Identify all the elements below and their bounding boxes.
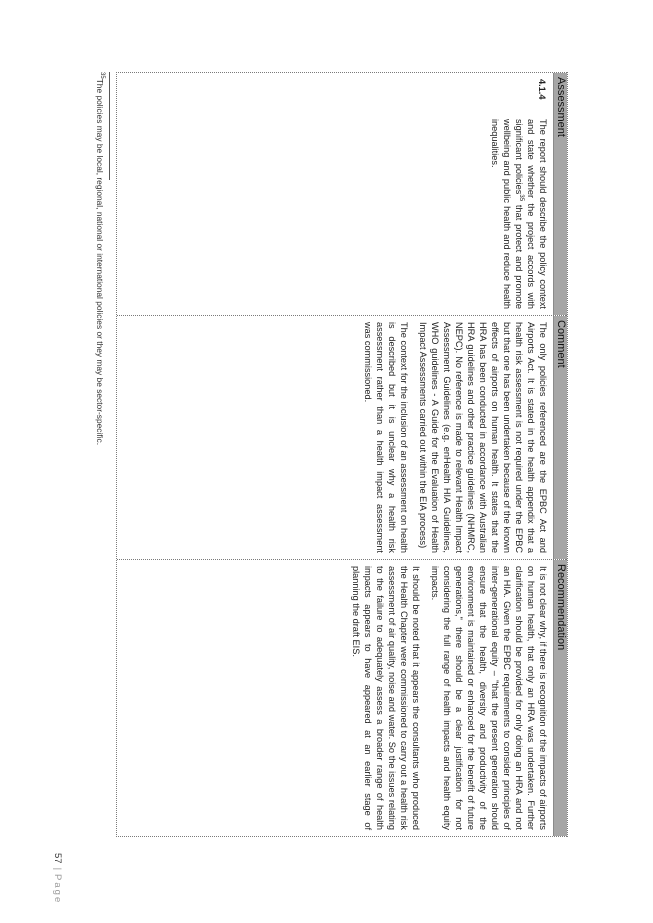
assessment-table: [116, 72, 568, 837]
comment-paragraph-1: The only policies referenced are the EPBC Act and Airports Act. It is stated in the health appendix that a health risk assessment is not required under the EPBC but that one has been undertaken because of the known effects of airports on human health. It states that the HRA has been conducted in accordance with Australian HRA guidelines and other practice guidelines (NHMRC, NEPC). No reference is made to relevant Health Impact Assessment Guidelines (e.g. enHealth HIA Guidelines, WHO guidelines - A Guide for the Evaluation of Health Impact Assessments carried out within the EIA process): [418, 322, 548, 553]
comment-paragraph-2: The context for the inclusion of an assessment on health is described but it is unclear why a health risk assessment rather than a health impact assessment was commissioned.: [363, 322, 409, 553]
comment-column: [117, 316, 567, 560]
footnote-rule: [109, 72, 110, 180]
footnote: $^{35}$The policies may be local, regional, national or international policies or they may be sector-specific.: [95, 72, 105, 446]
recommendation-paragraph-2: It should be noted that it appears the consultants who produced the Health Chapter were commissioned to carry out a health risk assessment of air quality, noise and water. So the issues relating to the failure to adequately assess a broader range of health impacts appears to have appeared at an earlier stage of planning the draft EIS.: [351, 566, 421, 830]
recommendation-column: [117, 560, 567, 836]
assessment-column: [117, 73, 567, 316]
footnote-ref: 35: [518, 194, 525, 202]
header-assessment: Assessment: [553, 73, 567, 315]
header-recommendation: Recommendation: [553, 560, 567, 836]
criterion-number: 4.1.4: [537, 79, 547, 100]
header-comment: Comment: [553, 316, 567, 559]
page-number: 57|Page: [52, 853, 63, 905]
assessment-text: The report should describe the policy context and state whether the project accords with significant policies$^{35}$ that protect and promote wellbeing and public health and reduce health inequalities.: [490, 119, 548, 309]
recommendation-paragraph-1: It is not clear why, if there is recognition of the impacts of airports on human health, that only an HRA was undertaken. Further clarification should be provided for only doing an HRA and not an HIA. Given the EPBC requirements to consider principles of inter-generational equity – "that the present generation should ensure that the health, diversity and productivity of the environment is maintained or enhanced for the benefit of future generations," there should be a clear justification for not considering the full range of health impacts and health equity impacts.: [430, 566, 548, 830]
